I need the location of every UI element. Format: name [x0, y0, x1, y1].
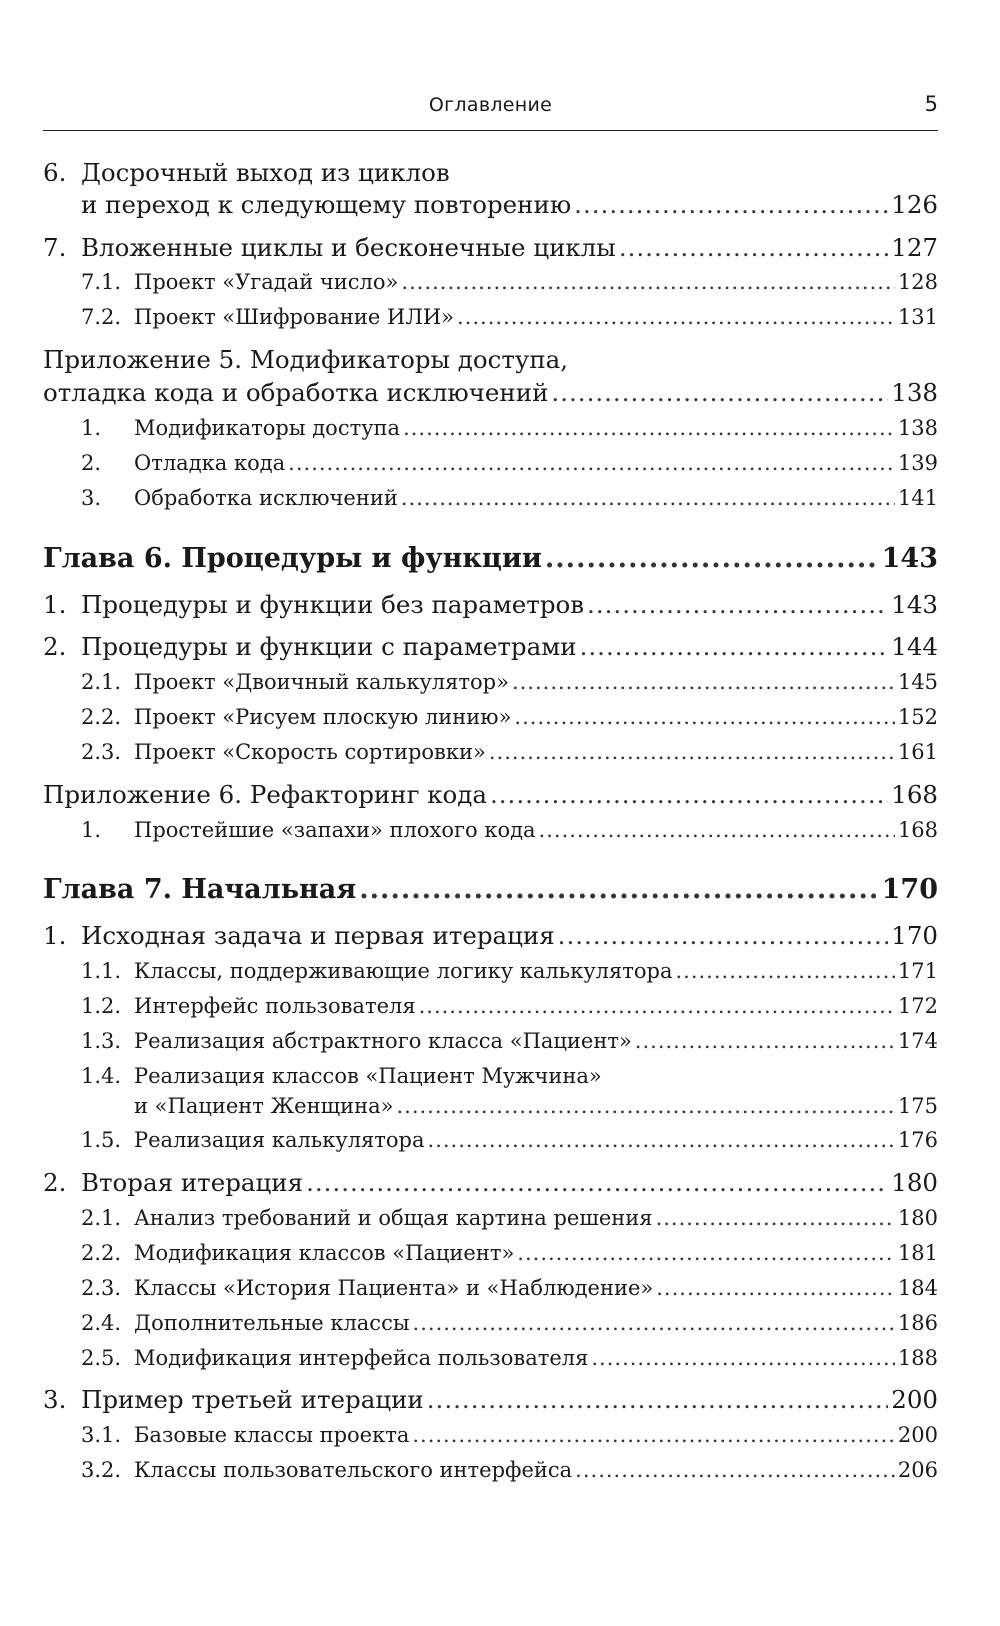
toc-page-number: 138 [897, 416, 938, 440]
toc-entry-title: Пример третьей итерации [81, 1385, 424, 1414]
toc-entry-title: Обработка исключений [134, 486, 398, 510]
leader-dots [514, 705, 894, 729]
toc-entry-number: 2.1. [81, 670, 122, 694]
toc-entry-title: Отладка кода [134, 451, 286, 475]
toc-subentry[interactable] [43, 705, 938, 729]
toc-entry-number: 1.1. [81, 959, 122, 983]
leader-dots [574, 190, 888, 219]
toc-page-number: 180 [891, 1168, 938, 1197]
toc-entry-number: 1. [81, 416, 102, 440]
toc-page-number: 145 [897, 670, 938, 694]
toc-page-number: 141 [897, 486, 938, 510]
toc-entry-title: Модификация классов «Пациент» [134, 1241, 515, 1265]
toc-entry-title: Приложение 5. Модификаторы доступа, [43, 345, 569, 374]
leader-dots [539, 818, 895, 842]
leader-dots [619, 233, 888, 262]
toc-page-number: 174 [897, 1029, 938, 1053]
leader-dots [288, 451, 895, 475]
toc-chapter-title: Глава 7. Начальная [43, 874, 357, 905]
toc-appendix[interactable] [43, 780, 938, 809]
toc-entry-number: 3.2. [81, 1458, 122, 1482]
header-page-number: 5 [924, 92, 938, 116]
toc-page-number: 152 [897, 705, 938, 729]
leader-dots [428, 1128, 895, 1152]
toc-entry-title: Проект «Скорость сортировки» [134, 740, 486, 764]
toc-page-number: 180 [897, 1206, 938, 1230]
toc-page-number: 161 [897, 740, 938, 764]
toc-entry-title: Досрочный выход из циклов [81, 158, 450, 187]
toc-subentry[interactable] [43, 451, 938, 475]
leader-dots [558, 921, 889, 950]
toc-page-number: 168 [891, 780, 938, 809]
toc-entry[interactable] [43, 1168, 938, 1197]
toc-entry[interactable] [43, 632, 938, 661]
toc-entry-number: 7.2. [81, 305, 122, 329]
toc-entry-number: 2.2. [81, 705, 122, 729]
toc-entry-title: Модификация интерфейса пользователя [134, 1346, 589, 1370]
toc-page-number: 127 [891, 233, 938, 262]
toc-page-number: 126 [891, 190, 938, 219]
toc-subentry[interactable] [43, 270, 938, 294]
toc-entry-number: 2. [43, 1168, 67, 1197]
toc-entry-number: 2.3. [81, 740, 122, 764]
toc-subentry[interactable] [43, 1311, 938, 1335]
toc-entry-number: 1. [43, 921, 67, 950]
toc-page-number: 176 [897, 1128, 938, 1152]
toc-entry-number: 3. [43, 1385, 67, 1414]
toc-subentry[interactable] [43, 486, 938, 510]
toc-entry-number: 2.4. [81, 1311, 122, 1335]
header-title: Оглавление [428, 94, 553, 116]
toc-entry-title: Реализация классов «Пациент Мужчина» [134, 1064, 602, 1088]
leader-dots [591, 1346, 895, 1370]
toc-subentry[interactable] [43, 1241, 938, 1265]
toc-page-number: 200 [891, 1385, 938, 1414]
toc-entry-first-line [43, 158, 450, 187]
leader-dots [635, 1029, 895, 1053]
toc-entry-title: Проект «Двоичный калькулятор» [134, 670, 509, 694]
leader-dots [401, 270, 895, 294]
toc-entry-number: 2.2. [81, 1241, 122, 1265]
toc-subentry[interactable] [43, 1423, 938, 1447]
toc-entry-number: 7.1. [81, 270, 122, 294]
leader-dots [457, 305, 895, 329]
toc-page-number: 170 [891, 921, 938, 950]
leader-dots [551, 378, 888, 407]
toc-entry-title: Проект «Угадай число» [134, 270, 399, 294]
toc-appendix[interactable] [43, 378, 938, 407]
toc-entry-title: Процедуры и функции без параметров [81, 590, 585, 619]
leader-dots [359, 874, 878, 905]
toc-subentry[interactable] [43, 416, 938, 440]
toc-page-number: 170 [881, 874, 938, 905]
leader-dots [580, 632, 889, 661]
toc-entry-title: Проект «Рисуем плоскую линию» [134, 705, 512, 729]
leader-dots [413, 1311, 895, 1335]
toc-subentry[interactable] [43, 305, 938, 329]
toc-page-number: 186 [897, 1311, 938, 1335]
leader-dots [396, 1094, 894, 1118]
toc-subentry[interactable] [43, 670, 938, 694]
leader-dots [401, 486, 895, 510]
leader-dots [575, 1458, 895, 1482]
toc-page-number: 184 [897, 1276, 938, 1300]
toc-subentry[interactable] [43, 959, 938, 983]
toc-entry-title: Простейшие «запахи» плохого кода [134, 818, 536, 842]
toc-page-number: 171 [897, 959, 938, 983]
leader-dots [489, 740, 895, 764]
toc-page-number: 131 [897, 305, 938, 329]
toc-page-number: 143 [881, 543, 938, 574]
toc-entry-title: Процедуры и функции с параметрами [81, 632, 577, 661]
toc-entry-number: 3. [81, 486, 102, 510]
toc-subentry[interactable] [43, 1346, 938, 1370]
leader-dots [419, 994, 895, 1018]
toc-chapter-title: Глава 6. Процедуры и функции [43, 543, 542, 574]
toc-subentry-first-line [43, 1064, 602, 1088]
toc-entry-title: Вторая итерация [81, 1168, 304, 1197]
toc-entry-title: Интерфейс пользователя [134, 994, 416, 1018]
leader-dots [656, 1206, 895, 1230]
toc-entry-title: Исходная задача и первая итерация [81, 921, 555, 950]
toc-chapter[interactable] [43, 543, 938, 574]
toc-entry-title: Вложенные циклы и бесконечные циклы [81, 233, 616, 262]
toc-entry-number: 3.1. [81, 1423, 122, 1447]
toc-page-number: 172 [897, 994, 938, 1018]
toc-entry-title: и «Пациент Женщина» [134, 1094, 394, 1118]
toc-chapter[interactable] [43, 874, 938, 905]
toc-entry-number: 2.3. [81, 1276, 122, 1300]
toc-entry-title: Классы, поддерживающие логику калькулятора [134, 959, 673, 983]
leader-dots [412, 1423, 895, 1447]
toc-subentry[interactable] [43, 818, 938, 842]
toc-entry-title: и переход к следующему повторению [81, 190, 572, 219]
toc-entry-number: 1.3. [81, 1029, 122, 1053]
toc-entry[interactable] [43, 190, 938, 219]
toc-subentry[interactable] [43, 994, 938, 1018]
toc-entry-title: Реализация абстрактного класса «Пациент» [134, 1029, 632, 1053]
toc-page-number: 175 [897, 1094, 938, 1118]
toc-page-number: 200 [897, 1423, 938, 1447]
toc-page-number: 143 [891, 590, 938, 619]
toc-entry-number: 1. [81, 818, 102, 842]
toc-entry-number: 1.5. [81, 1128, 122, 1152]
toc-entry-title: Дополнительные классы [134, 1311, 410, 1335]
toc-entry-number: 1. [43, 590, 67, 619]
toc-entry-title: Проект «Шифрование ИЛИ» [134, 305, 455, 329]
toc-page-number: 181 [897, 1241, 938, 1265]
leader-dots [587, 590, 888, 619]
toc-entry-title: Анализ требований и общая картина решения [134, 1206, 653, 1230]
toc-subentry[interactable] [43, 1276, 938, 1300]
toc-page-number: 188 [897, 1346, 938, 1370]
toc-entry-title: Модификаторы доступа [134, 416, 401, 440]
toc-entry-number: 6. [43, 158, 67, 187]
running-header [43, 78, 938, 131]
toc-subentry[interactable] [43, 740, 938, 764]
toc-subentry[interactable] [43, 1458, 938, 1482]
toc-page-number: 168 [897, 818, 938, 842]
toc-subentry[interactable] [43, 1029, 938, 1053]
toc-page-number: 144 [891, 632, 938, 661]
leader-dots [545, 543, 879, 574]
toc-page-number: 138 [891, 378, 938, 407]
toc-entry-title: Классы пользовательского интерфейса [134, 1458, 573, 1482]
toc-subentry[interactable] [43, 1128, 938, 1152]
toc-entry-title: Классы «История Пациента» и «Наблюдение» [134, 1276, 654, 1300]
toc-page-number: 139 [897, 451, 938, 475]
toc-entry-number: 2.5. [81, 1346, 122, 1370]
toc-page-number: 206 [897, 1458, 938, 1482]
leader-dots [512, 670, 895, 694]
toc-entry-title: Приложение 6. Рефакторинг кода [43, 780, 487, 809]
toc-entry-title: Базовые классы проекта [134, 1423, 410, 1447]
leader-dots [517, 1241, 895, 1265]
toc-entry[interactable] [43, 1385, 938, 1414]
leader-dots [427, 1385, 888, 1414]
toc-entry[interactable] [43, 921, 938, 950]
toc-page-number: 128 [897, 270, 938, 294]
toc-appendix-first-line [43, 345, 568, 374]
leader-dots [403, 416, 895, 440]
toc-entry[interactable] [43, 233, 938, 262]
toc-entry[interactable] [43, 590, 938, 619]
leader-dots [490, 780, 888, 809]
toc-entry-number: 2.1. [81, 1206, 122, 1230]
toc-entry-number: 2. [81, 451, 102, 475]
toc-subentry[interactable] [43, 1206, 938, 1230]
leader-dots [675, 959, 894, 983]
toc-entry-title: Реализация калькулятора [134, 1128, 425, 1152]
toc-entry-number: 2. [43, 632, 67, 661]
toc-entry-number: 1.4. [81, 1064, 122, 1088]
toc-entry-title: отладка кода и обработка исключений [43, 378, 549, 407]
leader-dots [656, 1276, 895, 1300]
toc-subentry[interactable] [43, 1094, 938, 1118]
toc-entry-number: 1.2. [81, 994, 122, 1018]
leader-dots [306, 1168, 888, 1197]
toc-entry-number: 7. [43, 233, 67, 262]
